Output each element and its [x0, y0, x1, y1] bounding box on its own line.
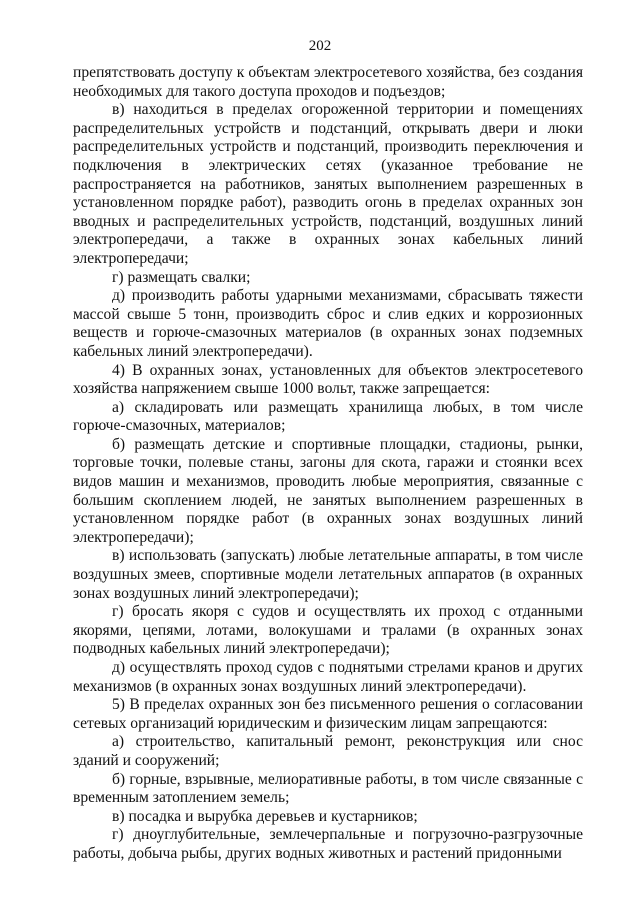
paragraph-item-b: б) размещать детские и спортивные площадки, стадионы, рынки, торговые точки, полевые станы, загоны для скота, гаражи и стоянки всех видов машин и механизмов, проводить любые мероприятия, связанные с большим скоплением людей, не занятых выполнением разрешенных в установленном порядке работ (в охранных зонах воздушных линий электропередачи);	[73, 435, 583, 546]
paragraph-item-d: д) производить работы ударными механизмами, сбрасывать тяжести массой свыше 5 тонн, производить сброс и слив едких и коррозионных веществ и горюче-смазочных материалов (в охранных зонах подземных кабельных линий электропередачи).	[73, 287, 583, 360]
document-body	[73, 64, 583, 864]
paragraph-item-v: в) находиться в пределах огороженной территории и помещениях распределительных устройств и подстанций, открывать двери и люки распределительных устройств и подстанций, производить переключения и подключения в электрических сетях (указанное требование не распространяется на работников, занятых выполнением разрешенных в установленном порядке работ), разводить огонь в пределах охранных зон вводных и распределительных устройств, подстанций, воздушных линий электропередачи, а также в охранных зонах кабельных линий электропередачи;	[73, 101, 583, 267]
paragraph-item-v: в) использовать (запускать) любые летательные аппараты, в том числе воздушных змеев, спортивные модели летательных аппаратов (в охранных зонах воздушных линий электропередачи);	[73, 547, 583, 602]
paragraph-item-a: а) строительство, капитальный ремонт, реконструкция или снос зданий и сооружений;	[73, 733, 583, 769]
paragraph-continuation: препятствовать доступу к объектам электросетевого хозяйства, без создания необходимых для такого доступа проходов и подъездов;	[73, 64, 583, 100]
paragraph-item-g: г) дноуглубительные, землечерпальные и погрузочно-разгрузочные работы, добыча рыбы, других водных животных и растений придонными	[73, 826, 583, 862]
paragraph-item-b: б) горные, взрывные, мелиоративные работы, в том числе связанные с временным затоплением земель;	[73, 770, 583, 807]
paragraph-item-a: а) складировать или размещать хранилища любых, в том числе горюче-смазочных, материалов;	[73, 398, 583, 435]
page-number: 202	[308, 38, 332, 54]
paragraph-item-g: г) размещать свалки;	[112, 268, 251, 286]
paragraph-item-v: в) посадка и вырубка деревьев и кустарников;	[112, 807, 418, 825]
paragraph-item-g: г) бросать якоря с судов и осуществлять их проход с отданными якорями, цепями, лотами, волокушами и тралами (в охранных зонах подводных кабельных линий электропередачи);	[73, 603, 583, 658]
paragraph-section-4: 4) В охранных зонах, установленных для объектов электросетевого хозяйства напряжением свыше 1000 вольт, также запрещается:	[73, 361, 583, 398]
paragraph-item-d: д) осуществлять проход судов с поднятыми стрелами кранов и других механизмов (в охранных зонах воздушных линий электропередачи).	[73, 659, 583, 695]
paragraph-section-5: 5) В пределах охранных зон без письменного решения о согласовании сетевых организаций юридическим и физическим лицам запрещаются:	[73, 696, 583, 732]
